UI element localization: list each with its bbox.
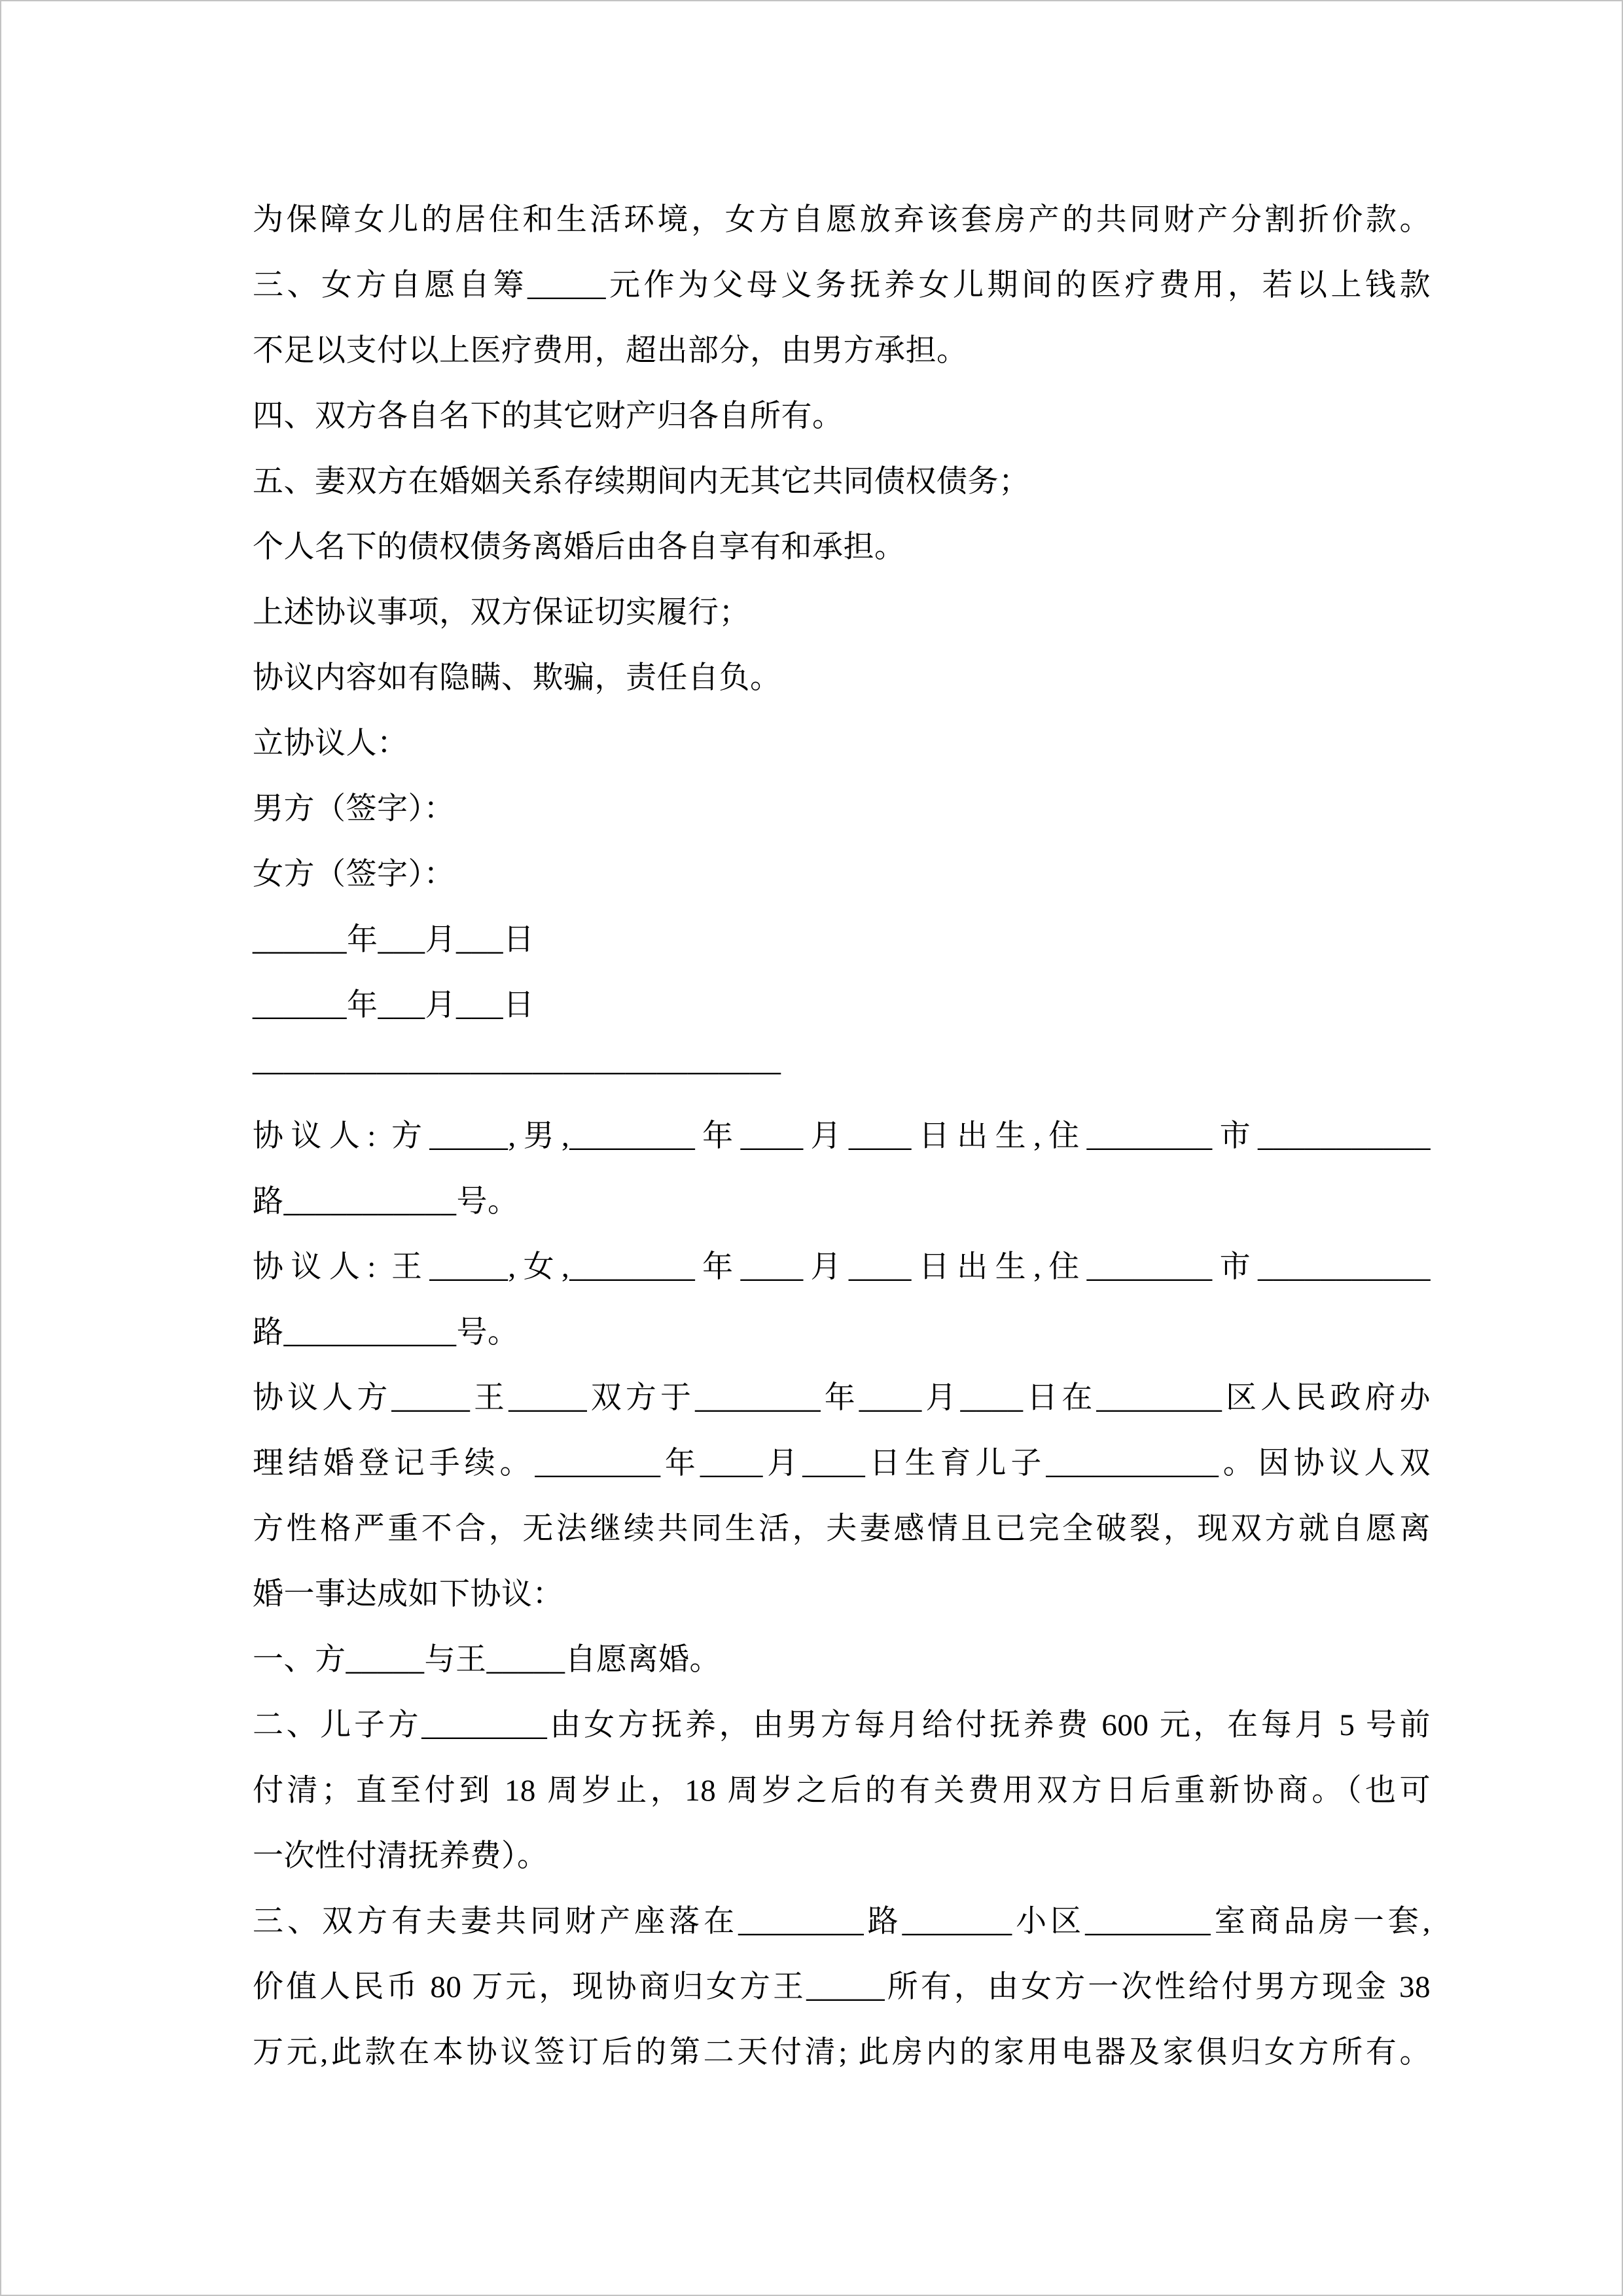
document-line: 不足以支付以上医疗费用，超出部分，由男方承担。 — [253, 334, 968, 368]
document-line: ______年___月___日 — [253, 923, 535, 957]
document-line: 三、女方自愿自筹_____元作为父母义务抚养女儿期间的医疗费用，若以上钱款 — [253, 268, 1431, 302]
document-line: 为保障女儿的居住和生活环境，女方自愿放弃该套房产的共同财产分割折价款。 — [253, 203, 1431, 237]
document-line: 男方（签字）： — [253, 792, 455, 826]
document-line: 协议人方_____王_____双方于________年____月____日在________区人民政府办 — [253, 1381, 1431, 1415]
document-line: 协议内容如有隐瞒、欺骗，责任自负。 — [253, 661, 781, 695]
document-line: 三、双方有夫妻共同财产座落在________路_______小区________室商品房一套, — [253, 1905, 1431, 1939]
document-line: 付清；直至付到 18 周岁止，18 周岁之后的有关费用双方日后重新协商。（也可 — [253, 1774, 1431, 1808]
document-line: 女方（签字）： — [253, 857, 455, 891]
document-line: 路___________号。 — [253, 1185, 519, 1219]
document-line: 理结婚登记手续。________年____月____日生育儿子___________。因协议人双 — [253, 1446, 1431, 1480]
document-line: 万元,此款在本协议签订后的第二天付清; 此房内的家用电器及家俱归女方所有。 — [253, 2036, 1431, 2070]
document-line: 立协议人： — [253, 726, 408, 761]
document-line: 协议人: 王_____,女,________年____月____日出生,住________市___________ — [253, 1250, 1431, 1284]
document-line: 路___________号。 — [253, 1316, 519, 1350]
document-line: 协议人: 方_____,男,________年____月____日出生,住________市___________ — [253, 1119, 1431, 1153]
document-line: 一次性付清抚养费）。 — [253, 1839, 548, 1873]
document-line: 婚一事达成如下协议： — [253, 1577, 563, 1611]
document-line: 二、儿子方________由女方抚养，由男方每月给付抚养费 600 元，在每月 5 号前 — [253, 1708, 1431, 1742]
document-line: 价值人民币 80 万元，现协商归女方王_____所有，由女方一次性给付男方现金 38 — [253, 1970, 1431, 2004]
document-body — [253, 187, 1431, 2085]
document-line: 方性格严重不合，无法继续共同生活，夫妻感情且已完全破裂，现双方就自愿离 — [253, 1512, 1431, 1546]
document-line: ______年___月___日 — [253, 988, 535, 1022]
document-line: 上述协议事项，双方保证切实履行； — [253, 596, 750, 630]
document-line: 一、方_____与王_____自愿离婚。 — [253, 1643, 721, 1677]
document-line: ————————————————— — [253, 1054, 781, 1088]
document-line: 四、双方各自名下的其它财产归各自所有。 — [253, 399, 844, 433]
document-line: 个人名下的债权债务离婚后由各自享有和承担。 — [253, 530, 906, 564]
document-line: 五、妻双方在婚姻关系存续期间内无其它共同债权债务； — [253, 465, 1030, 499]
